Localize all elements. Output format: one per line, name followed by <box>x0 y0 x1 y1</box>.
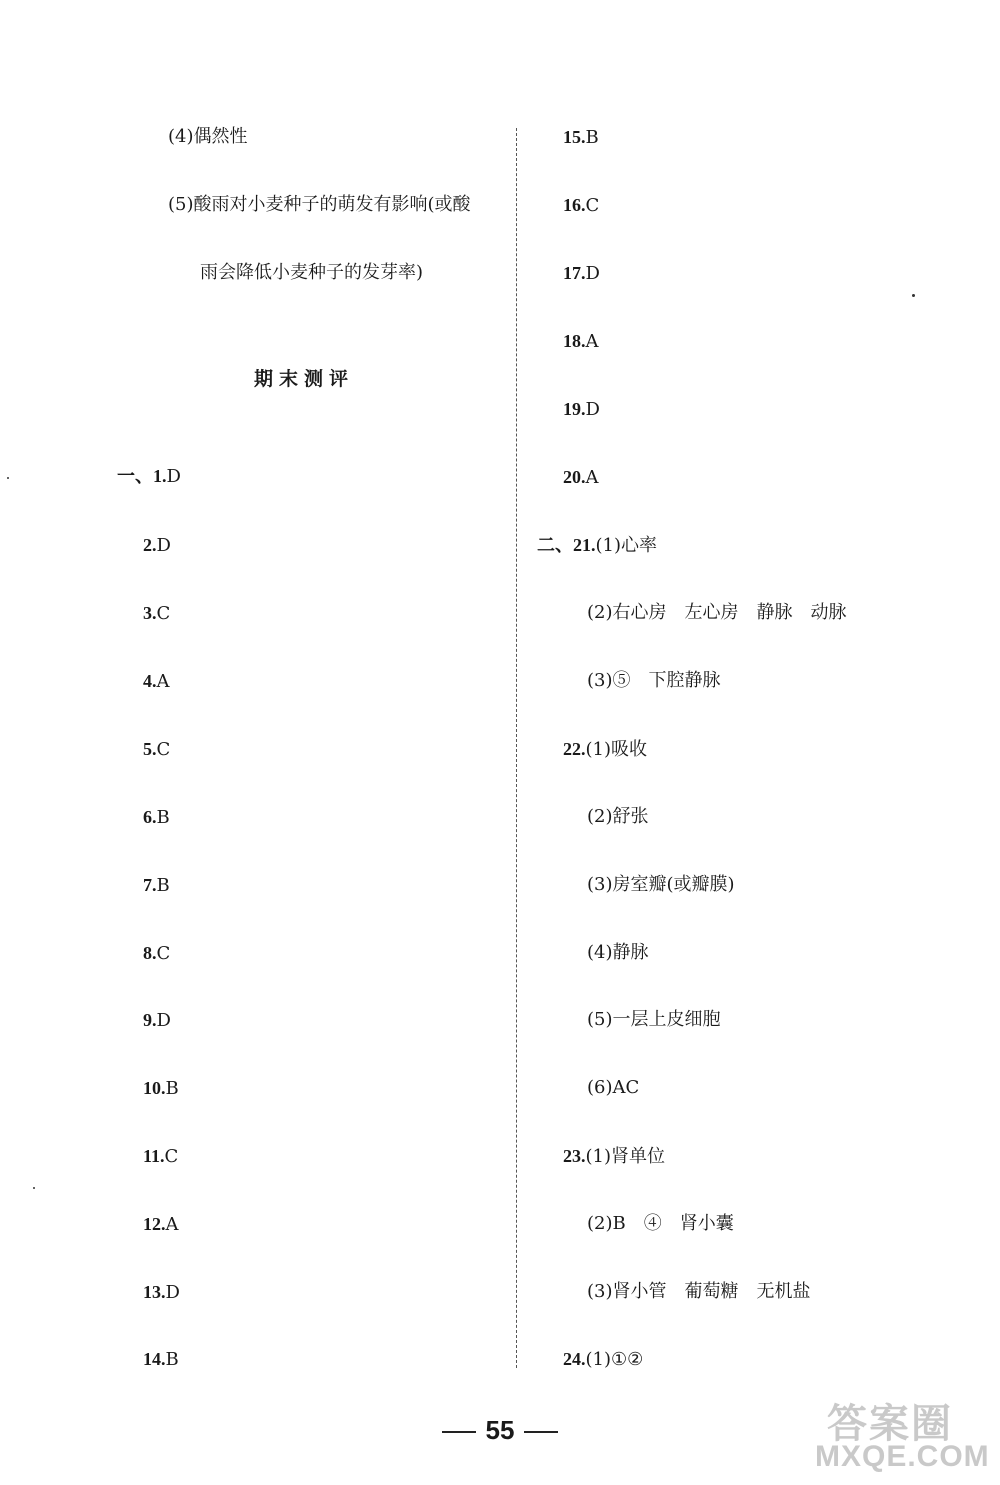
answer-row <box>143 533 171 558</box>
answer-choice: A <box>156 671 170 692</box>
answer-choice: B <box>165 1078 179 1099</box>
answer-text: (1)心率 <box>595 535 657 556</box>
question-number: 24. <box>563 1349 586 1369</box>
continuation-line-2: (5)酸雨对小麦种子的萌发有影响(或酸 <box>168 194 471 215</box>
answer-choice: B <box>156 807 170 828</box>
continuation-line-3: 雨会降低小麦种子的发芽率) <box>200 262 424 283</box>
answer-part: (2)B ④ 肾小囊 <box>587 1213 734 1234</box>
answer-choice: A <box>585 331 599 352</box>
answer-number: 5. <box>143 739 157 759</box>
page-dash-left <box>442 1431 476 1433</box>
scan-speck <box>912 294 915 297</box>
scan-speck <box>33 1187 35 1189</box>
page-dash-right <box>524 1431 558 1433</box>
question-24-row <box>563 1347 643 1372</box>
question-21-row <box>537 533 657 558</box>
answer-choice: B <box>165 1349 179 1370</box>
answer-number: 11. <box>143 1146 165 1166</box>
answer-number: 7. <box>143 875 157 895</box>
answer-row <box>143 1347 179 1372</box>
answer-part: (6)AC <box>587 1077 640 1098</box>
answer-row <box>563 261 600 286</box>
answer-number: 6. <box>143 807 157 827</box>
answer-number: 17. <box>563 263 586 283</box>
answer-text: (1)①② <box>585 1349 644 1370</box>
answer-row <box>563 125 599 150</box>
answer-part: (3)房室瓣(或瓣膜) <box>587 874 735 895</box>
answer-part: (5)一层上皮细胞 <box>587 1009 721 1030</box>
answer-number: 一、1. <box>117 466 167 486</box>
answer-choice: D <box>156 535 171 556</box>
answer-choice: C <box>156 943 171 964</box>
answer-row <box>143 601 170 626</box>
answer-part: (3)⑤ 下腔静脉 <box>587 670 721 691</box>
answer-row <box>143 805 170 830</box>
answer-row <box>563 397 600 422</box>
answer-number: 14. <box>143 1349 166 1369</box>
answer-choice: A <box>585 467 599 488</box>
answer-row <box>143 1144 178 1169</box>
answer-part: (4)静脉 <box>587 942 649 963</box>
answer-choice: D <box>585 399 600 420</box>
answer-choice: B <box>156 875 170 896</box>
answer-number: 15. <box>563 127 586 147</box>
answer-number: 2. <box>143 535 157 555</box>
question-number: 二、21. <box>537 535 596 555</box>
answer-number: 4. <box>143 671 157 691</box>
answer-choice: D <box>156 1010 171 1031</box>
question-23-row <box>563 1144 665 1169</box>
continuation-line-1: (4)偶然性 <box>168 126 248 147</box>
answer-part: (3)肾小管 葡萄糖 无机盐 <box>587 1281 811 1302</box>
question-number: 22. <box>563 739 586 759</box>
page-number-text: 55 <box>485 1415 515 1445</box>
answer-part: (2)右心房 左心房 静脉 动脉 <box>587 602 847 623</box>
answer-choice: D <box>165 1282 180 1303</box>
watermark-top-text: 答案圈 <box>827 1402 953 1446</box>
answer-row <box>143 737 170 762</box>
answer-row <box>143 1076 179 1101</box>
answer-number: 18. <box>563 331 586 351</box>
answer-part: (2)舒张 <box>587 806 649 827</box>
answer-row <box>143 941 170 966</box>
answer-row <box>563 329 599 354</box>
answer-choice: A <box>165 1214 179 1235</box>
answer-number: 10. <box>143 1078 166 1098</box>
answer-row <box>143 669 170 694</box>
answer-choice: D <box>166 466 181 487</box>
answer-number: 12. <box>143 1214 166 1234</box>
answer-choice: B <box>585 127 599 148</box>
answer-choice: C <box>585 195 600 216</box>
question-22-row <box>563 737 647 762</box>
answer-number: 8. <box>143 943 157 963</box>
answer-row <box>143 1008 171 1033</box>
answer-number: 16. <box>563 195 586 215</box>
answer-number: 3. <box>143 603 157 623</box>
answer-number: 19. <box>563 399 586 419</box>
scan-speck <box>7 477 9 479</box>
answer-row <box>563 465 599 490</box>
answer-choice: D <box>585 263 600 284</box>
section-title: 期末测评 <box>254 368 355 390</box>
answer-row <box>143 1280 180 1305</box>
answer-choice: C <box>156 603 171 624</box>
answer-row <box>143 873 170 898</box>
answer-text: (1)肾单位 <box>585 1146 665 1167</box>
answer-number: 13. <box>143 1282 166 1302</box>
answer-row <box>143 1212 179 1237</box>
answer-row <box>563 193 599 218</box>
column-divider <box>516 128 517 1368</box>
answer-text: (1)吸收 <box>585 739 647 760</box>
answer-choice: C <box>164 1146 179 1167</box>
answer-choice: C <box>156 739 171 760</box>
question-number: 23. <box>563 1146 586 1166</box>
watermark-logo <box>815 1390 995 1480</box>
answer-number: 20. <box>563 467 586 487</box>
answer-row <box>117 464 181 489</box>
watermark-bottom-text: MXQE.COM <box>815 1440 990 1473</box>
answer-number: 9. <box>143 1010 157 1030</box>
